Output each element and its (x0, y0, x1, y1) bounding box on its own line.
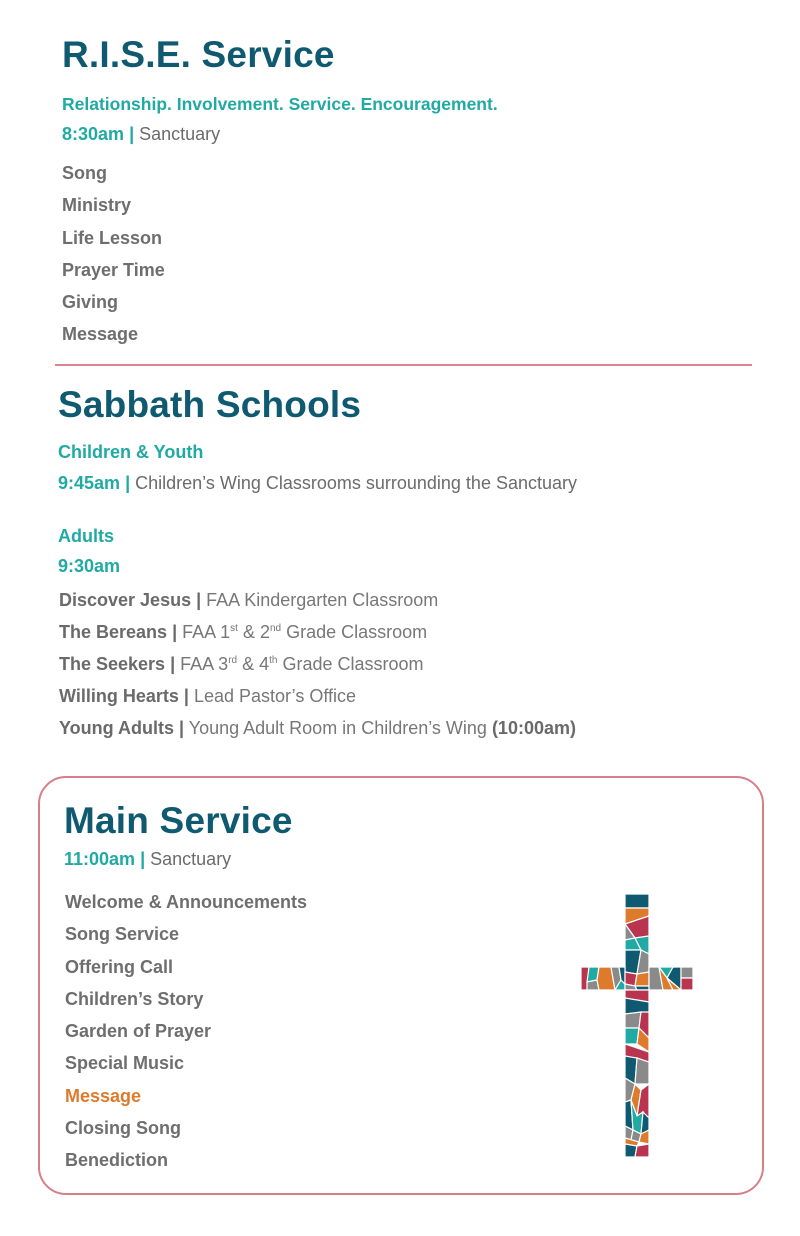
list-item: Offering Call (65, 956, 174, 977)
separator: | (179, 718, 185, 738)
main-service-title: Main Service (64, 800, 293, 841)
class-name: The Seekers (59, 654, 166, 674)
list-item: Message (62, 324, 139, 345)
class-name: The Bereans (59, 622, 168, 642)
class-row (59, 717, 576, 739)
class-time-note: (10:00am) (491, 718, 576, 738)
class-location: FAA Kindergarten Classroom (206, 590, 439, 610)
rise-title: R.I.S.E. Service (62, 34, 335, 75)
list-item: Song Service (65, 924, 180, 945)
main-time: 11:00am (64, 849, 136, 869)
list-item: Closing Song (65, 1118, 181, 1139)
separator: | (196, 590, 202, 610)
children-location: Children’s Wing Classrooms surrounding the Sanctuary (135, 473, 577, 493)
separator: | (125, 473, 131, 493)
list-item-highlighted: Message (65, 1085, 142, 1106)
separator: | (129, 124, 135, 144)
list-item: Life Lesson (62, 227, 163, 248)
separator: | (172, 622, 178, 642)
main-service-order-list (65, 891, 307, 1182)
list-item: Welcome & Announcements (65, 892, 308, 912)
rise-tagline: Relationship. Involvement. Service. Encouragement. (62, 94, 498, 114)
class-row (59, 653, 424, 675)
rise-time-location (62, 123, 220, 145)
class-location: FAA 3rd & 4th Grade Classroom (180, 654, 424, 674)
separator: | (170, 654, 176, 674)
separator: | (183, 686, 189, 706)
section-divider (55, 364, 752, 366)
class-location: Young Adult Room in Children’s Wing (188, 718, 487, 738)
rise-location: Sanctuary (139, 124, 221, 144)
class-name: Young Adults (59, 718, 174, 738)
class-location: Lead Pastor’s Office (193, 686, 357, 706)
class-name: Willing Hearts (59, 686, 179, 706)
adults-time: 9:30am (58, 556, 121, 576)
list-item: Prayer Time (62, 259, 165, 280)
list-item: Benediction (65, 1150, 169, 1171)
list-item: Special Music (65, 1053, 185, 1074)
class-row (59, 589, 438, 611)
main-location: Sanctuary (150, 849, 232, 869)
main-time-location (64, 848, 231, 870)
children-time: 9:45am (58, 473, 121, 493)
adults-heading: Adults (58, 526, 114, 546)
sabbath-schools-title: Sabbath Schools (58, 384, 362, 425)
list-item: Garden of Prayer (65, 1021, 212, 1042)
stained-glass-cross-icon (581, 894, 693, 1157)
class-location: FAA 1st & 2nd Grade Classroom (182, 622, 428, 642)
children-time-location (58, 472, 577, 494)
class-row (59, 621, 427, 643)
list-item: Giving (62, 292, 119, 313)
rise-order-list (62, 162, 165, 356)
class-row (59, 685, 356, 707)
separator: | (140, 849, 146, 869)
rise-time: 8:30am (62, 124, 125, 144)
list-item: Children’s Story (65, 988, 204, 1009)
class-name: Discover Jesus (59, 590, 192, 610)
children-youth-heading: Children & Youth (58, 442, 204, 462)
list-item: Song (62, 163, 107, 183)
list-item: Ministry (62, 195, 132, 216)
